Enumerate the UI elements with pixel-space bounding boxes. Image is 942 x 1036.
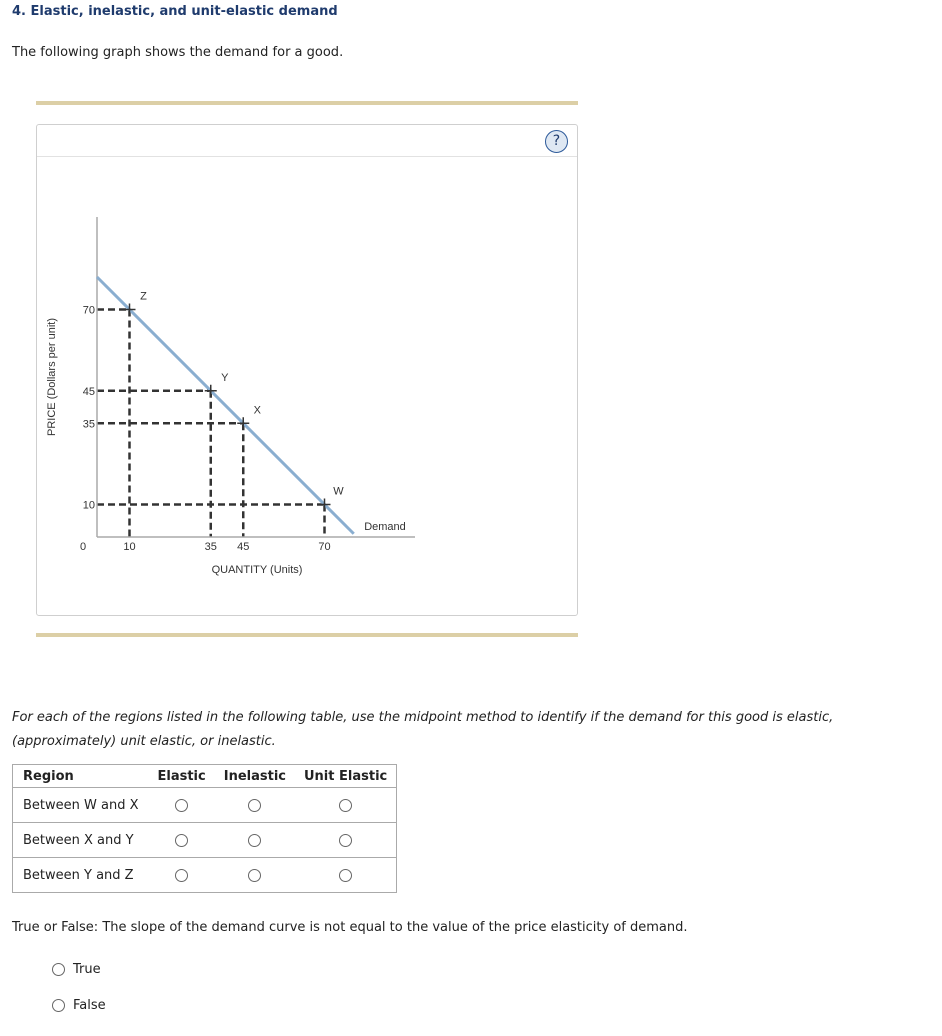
table-row bbox=[13, 858, 397, 893]
header-elastic: Elastic bbox=[149, 765, 215, 788]
true-label: True bbox=[73, 962, 101, 977]
true-radio[interactable] bbox=[52, 963, 65, 976]
point-label-x: X bbox=[253, 404, 261, 417]
x-tick-label: 10 bbox=[123, 541, 136, 553]
point-label-w: W bbox=[333, 485, 344, 498]
table-header-row bbox=[13, 765, 397, 788]
unit-elastic-radio-x-y[interactable] bbox=[339, 834, 352, 847]
point-label-z: Z bbox=[140, 290, 147, 303]
point-label-y: Y bbox=[221, 371, 229, 384]
x-axis-label: QUANTITY (Units) bbox=[211, 564, 303, 576]
table-row bbox=[13, 823, 397, 858]
true-option[interactable] bbox=[52, 962, 101, 977]
false-option[interactable] bbox=[52, 998, 106, 1013]
graph-bottom-divider bbox=[36, 633, 578, 637]
y-tick-label: 35 bbox=[82, 418, 95, 431]
unit-elastic-radio-y-z[interactable] bbox=[339, 869, 352, 882]
inelastic-radio-x-y[interactable] bbox=[248, 834, 261, 847]
inelastic-radio-y-z[interactable] bbox=[248, 869, 261, 882]
header-region: Region bbox=[13, 765, 149, 788]
y-tick-label: 70 bbox=[82, 304, 95, 317]
header-inelastic: Inelastic bbox=[215, 765, 295, 788]
demand-graph bbox=[37, 125, 577, 615]
help-icon[interactable]: ? bbox=[545, 130, 568, 153]
false-radio[interactable] bbox=[52, 999, 65, 1012]
demand-curve-label: Demand bbox=[364, 521, 406, 533]
guide-lines bbox=[97, 310, 325, 538]
unit-elastic-radio-w-x[interactable] bbox=[339, 799, 352, 812]
graph-marks bbox=[83, 291, 345, 554]
elastic-radio-x-y[interactable] bbox=[175, 834, 188, 847]
region-label: Between X and Y bbox=[13, 823, 149, 858]
x-tick-label: 70 bbox=[318, 541, 331, 553]
instructions-text: For each of the regions listed in the following table, use the midpoint method to identify if the demand for this good is elastic, (approximately) unit elastic, or inelastic. bbox=[12, 710, 834, 749]
table-row bbox=[13, 788, 397, 823]
x-tick-label: 45 bbox=[237, 541, 250, 553]
y-tick-label: 45 bbox=[82, 385, 95, 398]
demand-curve bbox=[97, 277, 354, 534]
inelastic-radio-w-x[interactable] bbox=[248, 799, 261, 812]
elastic-radio-w-x[interactable] bbox=[175, 799, 188, 812]
true-false-question: True or False: The slope of the demand curve is not equal to the value of the price elasticity of demand. bbox=[12, 920, 688, 935]
y-tick-label: 10 bbox=[82, 499, 95, 512]
graph-top-divider bbox=[36, 101, 578, 105]
region-label: Between Y and Z bbox=[13, 858, 149, 893]
region-label: Between W and X bbox=[13, 788, 149, 823]
question-intro: The following graph shows the demand for a good. bbox=[12, 45, 344, 60]
header-unit-elastic: Unit Elastic bbox=[295, 765, 397, 788]
elasticity-table bbox=[12, 764, 397, 893]
false-label: False bbox=[73, 998, 106, 1013]
y-axis-label: PRICE (Dollars per unit) bbox=[46, 318, 58, 436]
x-tick-label: 35 bbox=[204, 541, 217, 553]
elastic-radio-y-z[interactable] bbox=[175, 869, 188, 882]
origin-label: 0 bbox=[79, 541, 87, 553]
graph-panel bbox=[36, 124, 578, 616]
question-title: 4. Elastic, inelastic, and unit-elastic demand bbox=[12, 4, 338, 19]
